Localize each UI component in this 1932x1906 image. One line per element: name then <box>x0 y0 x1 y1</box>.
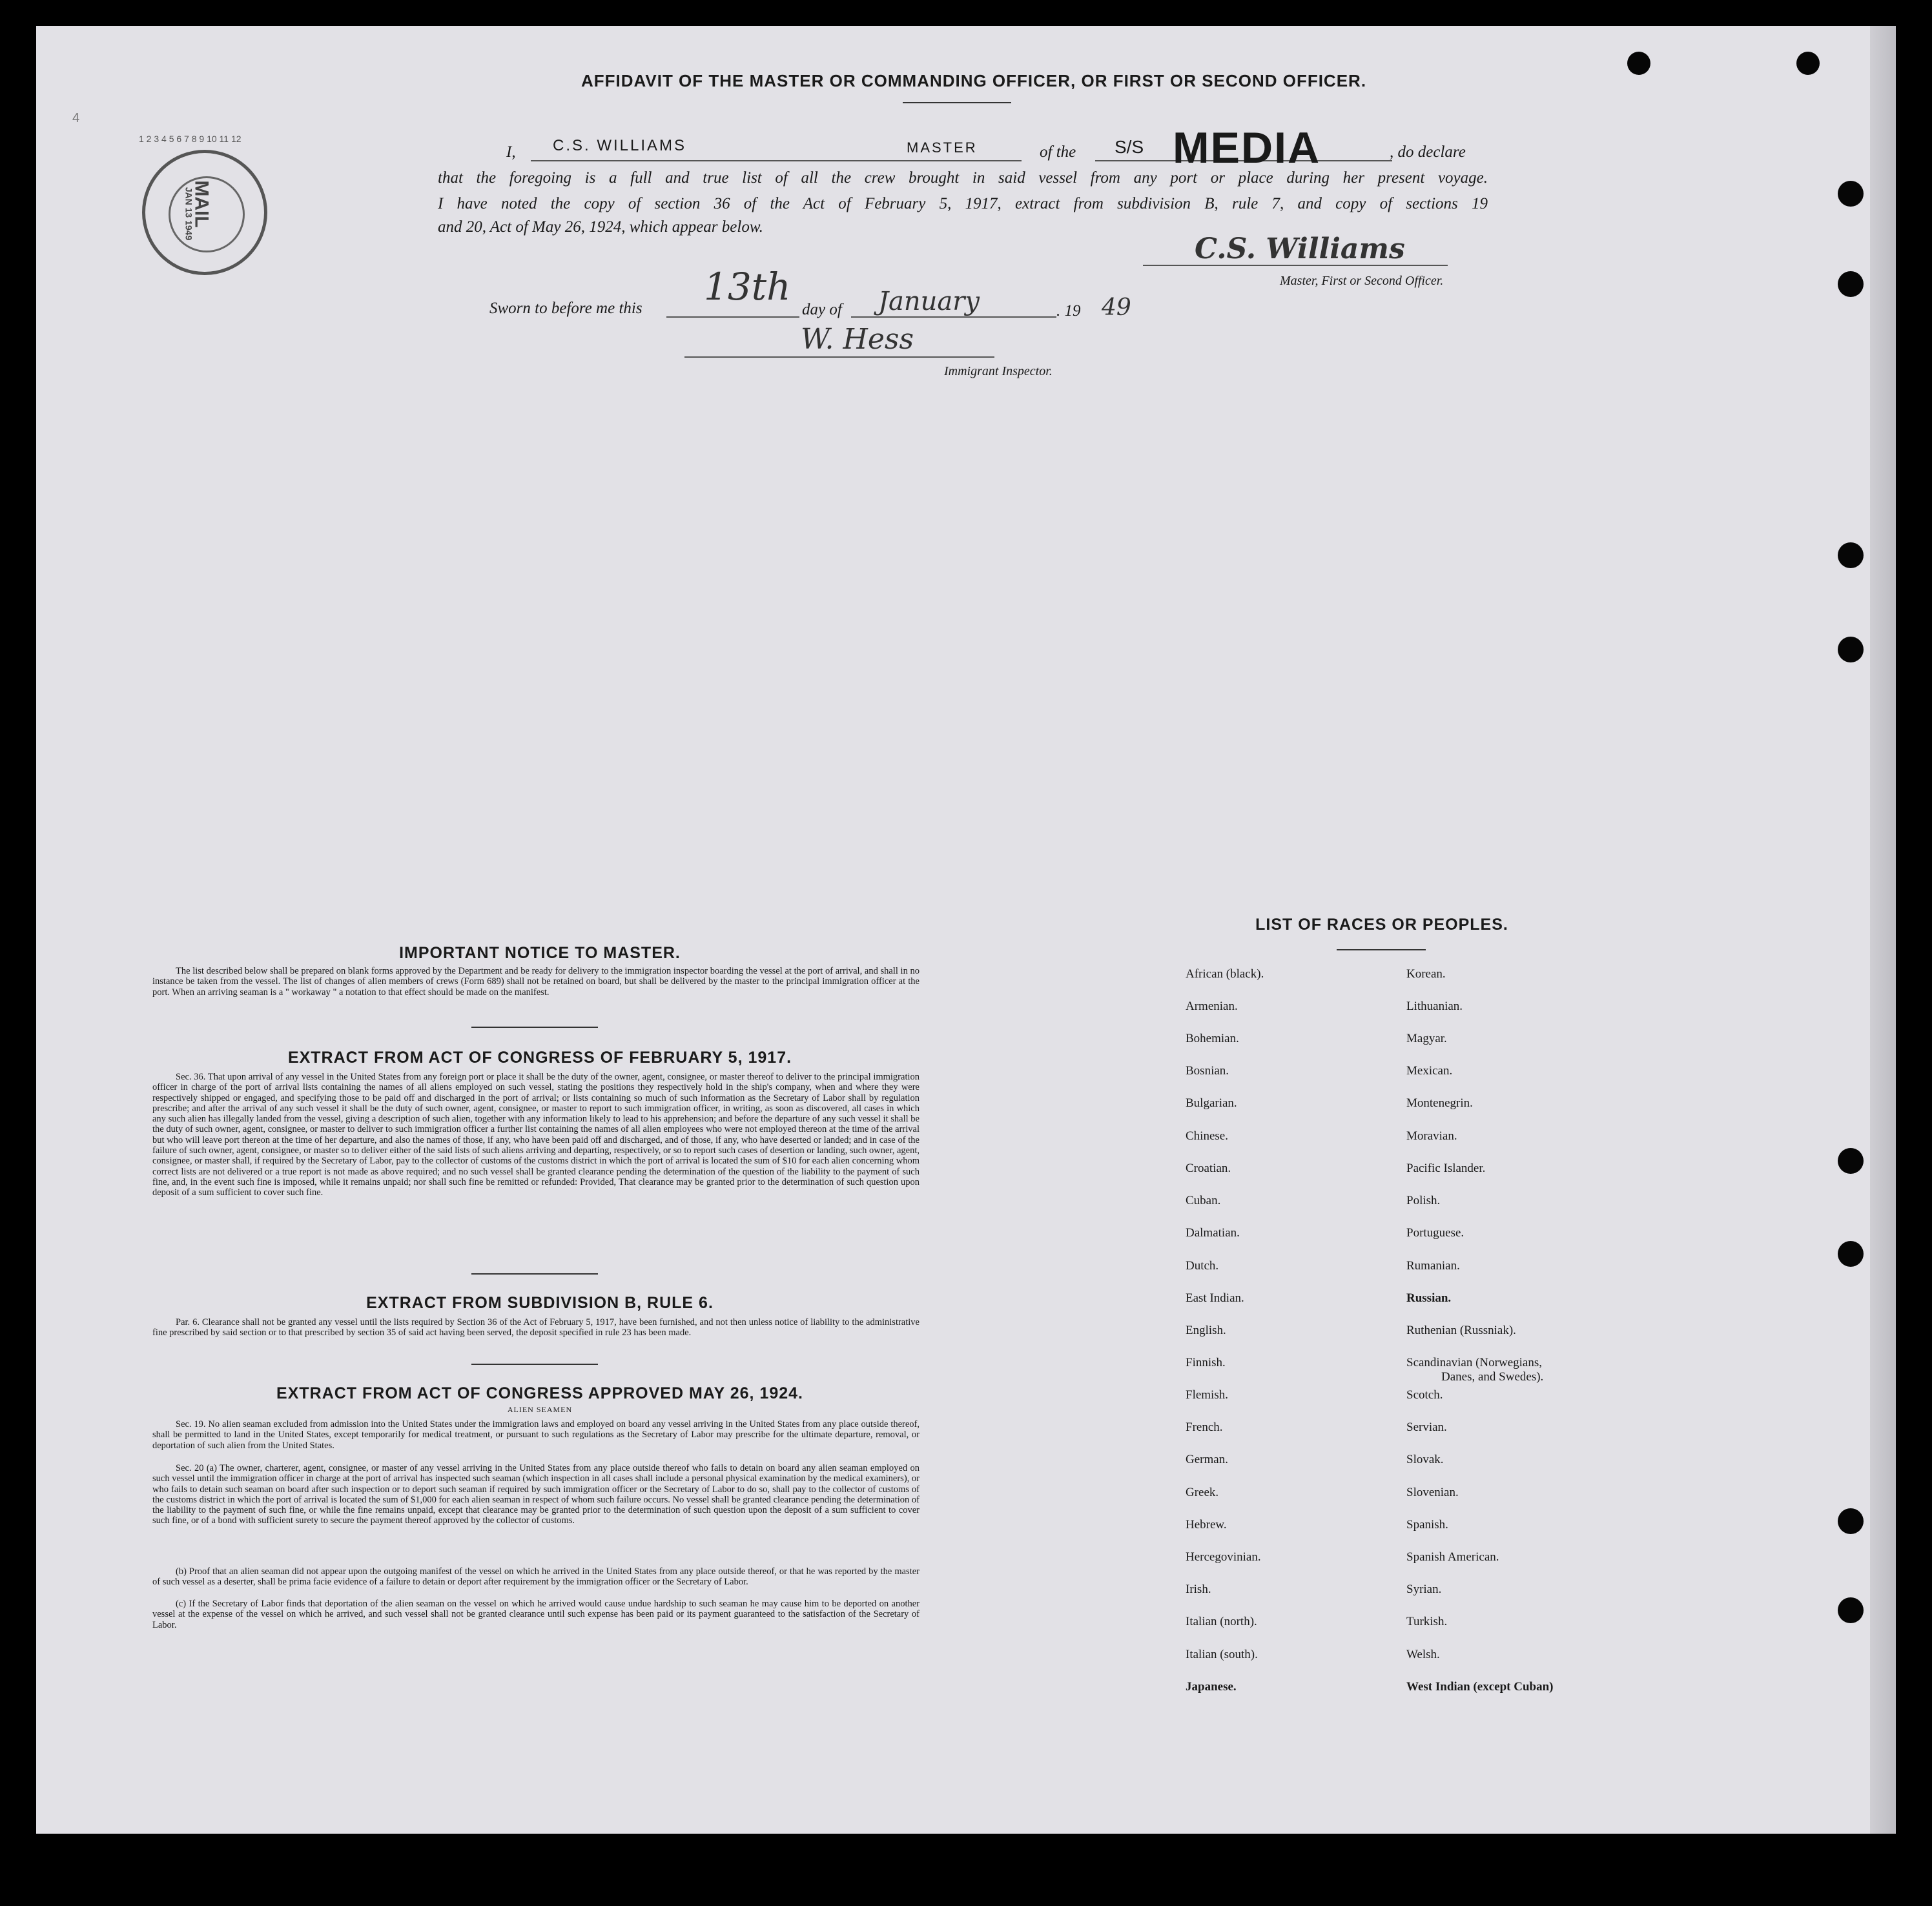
notice-body: The list described below shall be prepared on blank forms approved by the Department and be ready for delivery to the immigration inspector boarding the vessel at the port of arrival, and shall in no instance be taken from the vessel. The list of changes of alien members of crews (Form 689) shall not be retained on board, but shall be delivered by the master to the principal immigration officer at the port. When an arriving seaman is a " workaway " a notation to that effect should be made on the manifest. <box>152 966 920 998</box>
punch-hole <box>1838 1508 1864 1534</box>
signature-caption: Master, First or Second Officer. <box>1280 274 1444 288</box>
punch-hole <box>1838 1148 1864 1174</box>
race-item: Pacific Islander. <box>1406 1162 1486 1175</box>
race-item: Ruthenian (Russniak). <box>1406 1324 1516 1337</box>
inspector-signature: W. Hess <box>801 323 914 356</box>
race-item: Montenegrin. <box>1406 1096 1473 1110</box>
race-item: Dutch. <box>1186 1259 1219 1273</box>
mail-stamp <box>139 134 267 275</box>
race-item: Chinese. <box>1186 1129 1228 1143</box>
day-value: 13th <box>704 265 791 309</box>
race-item: Lithuanian. <box>1406 999 1463 1013</box>
race-item: Bulgarian. <box>1186 1096 1237 1110</box>
stamp-date: JAN 13 1949 <box>183 187 194 241</box>
title-underline <box>903 102 1011 103</box>
notice-title: IMPORTANT NOTICE TO MASTER. <box>399 944 681 962</box>
inspector-line <box>684 356 994 358</box>
race-item: Greek. <box>1186 1486 1219 1499</box>
subdivision-title: EXTRACT FROM SUBDIVISION B, RULE 6. <box>366 1294 714 1312</box>
race-item: German. <box>1186 1453 1228 1466</box>
race-item: Hebrew. <box>1186 1518 1227 1532</box>
master-signature: C.S. Williams <box>1195 232 1405 265</box>
race-item: Syrian. <box>1406 1583 1442 1596</box>
race-item: Spanish. <box>1406 1518 1448 1532</box>
stamp-numbers: 1 2 3 4 5 6 7 8 9 10 11 12 <box>139 134 242 144</box>
race-item: Turkish. <box>1406 1615 1448 1628</box>
punch-hole <box>1627 52 1650 75</box>
race-item: West Indian (except Cuban) <box>1406 1680 1554 1694</box>
do-declare: , do declare <box>1390 143 1466 161</box>
race-item: Slovenian. <box>1406 1486 1459 1499</box>
race-item: African (black). <box>1186 967 1264 981</box>
race-item: Moravian. <box>1406 1129 1457 1143</box>
punch-hole <box>1838 1597 1864 1623</box>
race-item: Bohemian. <box>1186 1032 1239 1045</box>
race-item: Slovak. <box>1406 1453 1444 1466</box>
day-of: day of <box>802 301 842 318</box>
race-item: Polish. <box>1406 1194 1441 1207</box>
stamp-text: MAIL <box>190 180 212 228</box>
extract-1924-title: EXTRACT FROM ACT OF CONGRESS APPROVED MAY 26, 1924. <box>276 1384 803 1402</box>
punch-hole <box>1796 52 1820 75</box>
ss-prefix: S/S <box>1115 137 1144 157</box>
year-value: 49 <box>1102 294 1131 321</box>
subdivision-body: Par. 6. Clearance shall not be granted any vessel until the lists required by Section 36 of the Act of February 5, 1917, have been furnished, and not then unless notice of liability to the administrative fine prescribed by said section or to that prescribed by section 35 of said act having been served, the deposit specified in rule 23 has been made. <box>152 1317 920 1338</box>
sec-20a-body: Sec. 20 (a) The owner, charterer, agent, consignee, or master of any vessel arriving in the United States from any place outside thereof who fails to detain on board any alien seaman employed on such vessel until the immigration officer in charge at the port of arrival has inspected such seaman (which inspection in all cases shall include a personal physical examination by the medical examiners), or who fails to detain such seaman on board after such inspection or to deport such seaman if required by such immigration officer or the Secretary of Labor to do so, shall pay to the collector of customs of the customs district in which the port of arrival is located the sum of $1,000 for each alien seaman in respect of whom such failure occurs. No vessel shall be granted clearance pending the determination of the liability to the payment of such fine, or while the fine remains unpaid, except that clearance may be granted prior to the determination of such question upon the deposit of a sum sufficient to cover such fine, or of a bond with sufficient surety to secure the payment thereof approved by the collector of customs. <box>152 1463 920 1526</box>
race-item: Irish. <box>1186 1583 1211 1596</box>
year-prefix: . 19 <box>1056 302 1081 320</box>
sworn-text: Sworn to before me this <box>489 300 642 317</box>
extract-1917-title: EXTRACT FROM ACT OF CONGRESS OF FEBRUARY 5, 1917. <box>287 1049 792 1067</box>
month-value: January <box>878 287 980 316</box>
race-item: Dalmatian. <box>1186 1226 1240 1240</box>
inspector-caption: Immigrant Inspector. <box>944 364 1053 378</box>
race-item: Rumanian. <box>1406 1259 1460 1273</box>
race-item: Italian (south). <box>1186 1648 1258 1661</box>
punch-hole <box>1838 271 1864 297</box>
divider <box>471 1364 598 1365</box>
race-item: Spanish American. <box>1406 1550 1499 1564</box>
affidavit-line4: and 20, Act of May 26, 1924, which appear below. <box>438 218 763 236</box>
vessel-name: MEDIA <box>1173 123 1321 172</box>
sec-20c-body: (c) If the Secretary of Labor finds that deportation of the alien seaman on the vessel on which he arrived would cause undue hardship to such seaman he may cause him to be deported on another vessel at the expense of the vessel on which he arrived, and such vessel shall not be granted clearance until such expense has been paid or its payment guaranteed to the satisfaction of the Secretary of Labor. <box>152 1599 920 1630</box>
affidavit-title: AFFIDAVIT OF THE MASTER OR COMMANDING OFFICER, OR FIRST OR SECOND OFFICER. <box>581 71 1367 90</box>
race-item: East Indian. <box>1186 1291 1244 1305</box>
day-line <box>666 316 799 318</box>
master-rank: MASTER <box>907 139 978 156</box>
race-item-continued: Danes, and Swedes). <box>1441 1370 1544 1384</box>
race-item: Italian (north). <box>1186 1615 1257 1628</box>
race-item: Russian. <box>1406 1291 1452 1305</box>
sec-19-body: Sec. 19. No alien seaman excluded from admission into the United States under the immigration laws and employed on board any vessel arriving in the United States from any place outside thereof, shall be permitted to land in the United States, except temporarily for medical treatment, or pursuant to such regulations as the Secretary of Labor may prescribe for the ultimate departure, removal, or deportation of such alien from the United States. <box>152 1419 920 1451</box>
race-item: Mexican. <box>1406 1064 1453 1078</box>
divider <box>471 1273 598 1275</box>
punch-hole <box>1838 542 1864 568</box>
sec-20b-body: (b) Proof that an alien seaman did not appear upon the outgoing manifest of the vessel on which he arrived in the United States from any place outside thereof, or that he was reported by the master of such vessel as a deserter, shall be prima facie evidence of a failure to detain or deport after requirement by the immigration officer or the Secretary of Labor. <box>152 1566 920 1588</box>
punch-hole <box>1838 181 1864 207</box>
race-item: Bosnian. <box>1186 1064 1229 1078</box>
race-item: Scandinavian (Norwegians, <box>1406 1356 1542 1369</box>
race-item: Cuban. <box>1186 1194 1221 1207</box>
signature-line <box>1143 265 1448 266</box>
of-the: of the <box>1040 143 1076 161</box>
race-item: Korean. <box>1406 967 1446 981</box>
races-underline <box>1337 949 1426 950</box>
race-item: Servian. <box>1406 1420 1447 1434</box>
month-line <box>851 316 1056 318</box>
name-line <box>531 160 1022 161</box>
affidavit-i: I, <box>506 143 516 161</box>
race-item: Portuguese. <box>1406 1226 1464 1240</box>
extract-1917-body: Sec. 36. That upon arrival of any vessel in the United States from any foreign port or place it shall be the duty of the owner, agent, consignee, or master thereof to deliver to the principal immigration officer in charge of the port of arrival lists containing the names of all aliens employed on such vessel, stating the positions they respectively hold in the ship's company, when and where they were respectively shipped or engaged, and specifying those to be paid off and discharged in the port of arrival; or lists containing so much of such information as the Secretary of Labor shall by regulation prescribe; and after the arrival of any such vessel it shall be the duty of such owner, agent, consignee, or master to report to such immigration officer, in writing, as soon as discovered, all cases in which any such alien has illegally landed from the vessel, giving a description of such alien, together with any information likely to lead to his apprehension; and before the departure of any such vessel it shall be the duty of such owner, agent, consignee, or master to deliver to such immigration officer a further list containing the names of all alien employees who were not employed thereon at the time of the arrival but who will leave port thereon at the time of her departure, and also the names of those, if any, who have been paid off and discharged, and of those, if any, who have deserted or landed; and in case of the failure of such owner, agent, consignee, or master so to deliver either of the said lists of such aliens arriving and departing, respectively, or so to report such cases of desertion or landing, such owner, agent, consignee, or master shall, if required by the Secretary of Labor, pay to the collector of customs of the customs district in which the port of arrival is located the sum of $10 for each alien concerning whom correct lists are not delivered or a true report is not made as above required; and no such vessel shall be granted clearance pending the determination of the question of the liability to the payment of such fine, and, in the event such fine is imposed, while it remains unpaid; nor shall such fine be remitted or refunded: Provided, That clearance may be granted prior to the determination of such question upon deposit of a sum sufficient to cover such fine. <box>152 1072 920 1198</box>
race-item: Japanese. <box>1186 1680 1237 1694</box>
race-item: Flemish. <box>1186 1388 1228 1402</box>
race-item: Magyar. <box>1406 1032 1447 1045</box>
punch-hole <box>1838 637 1864 662</box>
affidavit-line3: I have noted the copy of section 36 of the Act of February 5, 1917, extract from subdivision B, rule 7, and copy of sections 19 <box>438 195 1488 212</box>
divider <box>471 1027 598 1028</box>
race-item: Croatian. <box>1186 1162 1231 1175</box>
race-item: Finnish. <box>1186 1356 1226 1369</box>
race-item: Hercegovinian. <box>1186 1550 1261 1564</box>
race-item: French. <box>1186 1420 1223 1434</box>
master-name: C.S. WILLIAMS <box>553 137 687 154</box>
race-item: English. <box>1186 1324 1226 1337</box>
page-edge <box>1870 26 1896 1834</box>
punch-hole <box>1838 1241 1864 1267</box>
extract-1924-subtitle: ALIEN SEAMEN <box>507 1405 573 1414</box>
affidavit-line2: that the foregoing is a full and true list of all the crew brought in said vessel from any port or place during her present voyage. <box>438 169 1488 187</box>
race-item: Welsh. <box>1406 1648 1440 1661</box>
race-item: Scotch. <box>1406 1388 1443 1402</box>
race-item: Armenian. <box>1186 999 1238 1013</box>
margin-mark: 4 <box>72 111 80 125</box>
races-title: LIST OF RACES OR PEOPLES. <box>1255 916 1508 934</box>
